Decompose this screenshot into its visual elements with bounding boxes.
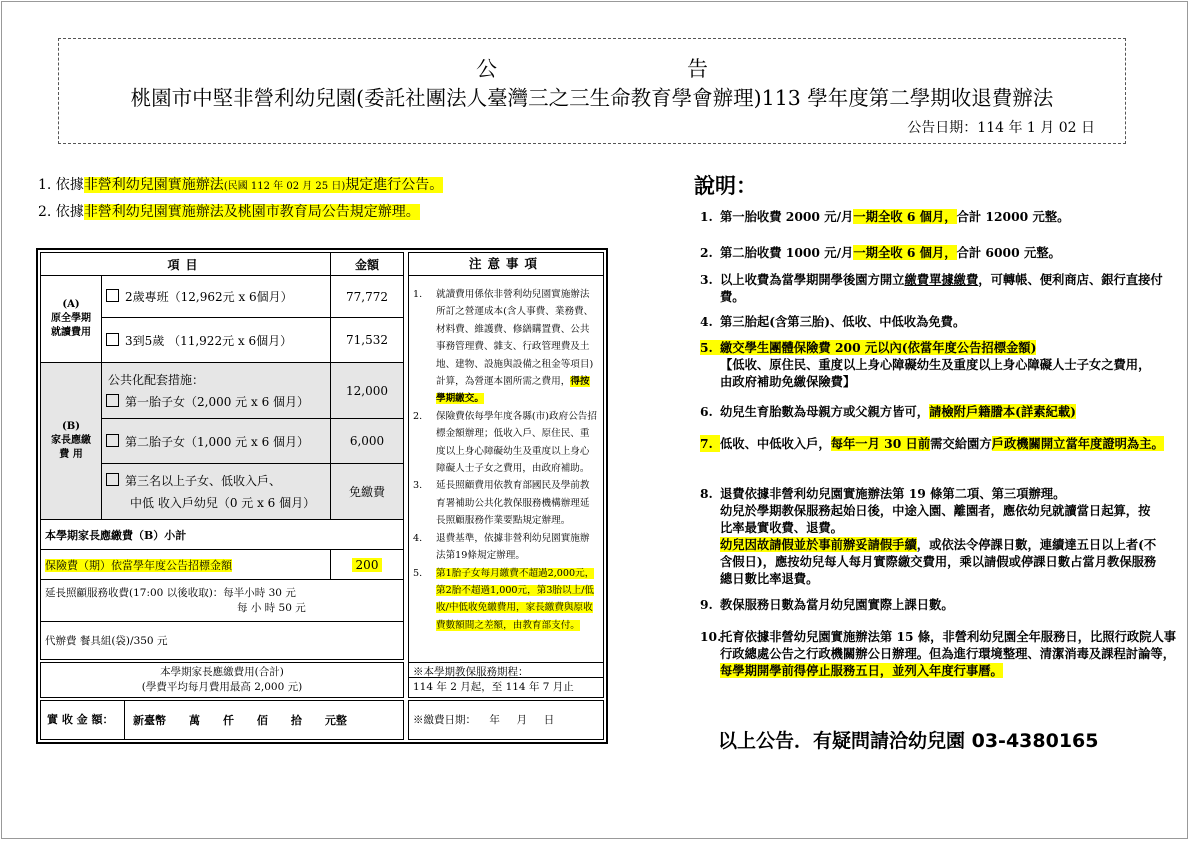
row-b3: 第三名以上子女、低收入戶、 中低 收入戶幼兒（0 元 x 6 個月） xyxy=(102,464,331,520)
subtotal-row: 本學期家長應繳費（B）小計 xyxy=(41,520,404,550)
group-a-label: (A) 原全學期 就讀費用 xyxy=(41,276,102,363)
left-note-2: 2. 依據非營利幼兒園實施辦法及桃園市教育局公告規定辦理。 xyxy=(38,204,420,220)
explain-item-3: 3. 以上收費為當學期開學後園方開立繳費單據繳費，可轉帳、便利商店、銀行直接付費。 xyxy=(700,272,1163,304)
left-note-1: 1. 依據非營利幼兒園實施辦法(民國 112 年 02 月 25 日)規定進行公告。 xyxy=(38,177,444,193)
notes-list xyxy=(409,286,603,634)
insurance-amount: 200 xyxy=(331,550,404,580)
checkbox-2yr[interactable] xyxy=(106,289,119,302)
agency-fee-row: 代辦費 餐具組(袋)/350 元 xyxy=(41,622,404,660)
row-b1: 公共化配套措施： 第一胎子女（2,000 元 x 6 個月） xyxy=(102,363,331,419)
col-header-amount: 金額 xyxy=(331,253,404,276)
total-row: 本學期家長應繳費用(合計) (學費平均每月費用最高 2,000 元) xyxy=(40,662,404,698)
checkbox-second-child[interactable] xyxy=(106,434,119,447)
notes-column xyxy=(408,252,604,678)
row-b2: 第二胎子女（1,000 元 x 6 個月） xyxy=(102,419,331,464)
insurance-row: 保險費（期）依當學年度公告招標金額 xyxy=(41,550,331,580)
row-a1-amount: 77,772 xyxy=(331,276,404,318)
explain-item-7: 7. 低收、中低收入戶，每年一月 30 日前需交給園方戶政機關開立當年度證明為主。 xyxy=(700,436,1164,451)
fee-table-grid xyxy=(40,252,404,660)
row-b2-amount: 6,000 xyxy=(331,419,404,464)
note-item: 1. 就讀費用係依非營利幼兒園實施辦法所訂之營運成本(含人事費、業務費、材料費、維護費、修繕購置費、公共事務管理費、雜支、行政管理費及土地、建物、設施與設備之租金等項目)計算，為營運本園所需之費用，得按學期繳交。 xyxy=(413,289,594,405)
explain-item-4: 4. 第三胎起(含第三胎)、低收、中低收為免費。 xyxy=(700,314,966,329)
explain-item-9: 9. 教保服務日數為當月幼兒園實際上課日數。 xyxy=(700,597,954,612)
payment-date: ※繳費日期： 年 月 日 xyxy=(408,700,604,740)
explain-item-5: 5. 繳交學生團體保險費 200 元以內(依當年度公告招標金額) 【低收、原住民、重度以上身心障礙幼生及重度以上身心障礙人士子女之費用，由政府補助免繳保險費】 xyxy=(700,340,1151,389)
left-note-1-highlight: 非營利幼兒園實施辦法(民國 112 年 02 月 25 日)規定進行公告。 xyxy=(83,177,444,193)
announcement-subtitle: 桃園市中堅非營利幼兒園(委託社團法人臺灣三之三生命教育學會辦理)113 學年度第二學期收退費辦法 xyxy=(130,86,1054,110)
row-a2-amount: 71,532 xyxy=(331,318,404,363)
col-header-notes: 注意事項 xyxy=(409,253,603,276)
explain-item-8: 8. 退費依據非營利幼兒園實施辦法第 19 條第二項、第三項辦理。 幼兒於學期教保服務起始日後，中途入園、離園者，應依幼兒就讀當日起算，按比率最實收費、退費。 幼兒因故請假並於事前辦妥請假手續，或依法令停課日數，連續達五日以上者(不含假日)，應按幼兒每人每月實際繳交費用，乘以請假或停課日數占當月教保服務總日數比率退費。 xyxy=(700,486,1157,586)
group-b-label: (B) 家長應繳 費 用 xyxy=(41,363,102,520)
receipt-row: 實 收 金 額： 新臺幣 萬 仟 佰 拾 元整 xyxy=(40,700,404,740)
explain-item-2: 2. 第二胎收費 1000 元/月一期全收 6 個月，合計 6000 元整。 xyxy=(700,245,1061,260)
announcement-title: 公告 xyxy=(476,57,898,81)
contact-footer: 以上公告．有疑問請洽幼兒園 03-4380165 xyxy=(718,730,1099,752)
left-note-2-highlight: 非營利幼兒園實施辦法及桃園市教育局公告規定辦理。 xyxy=(83,204,420,220)
note-item: 3. 延長照顧費用依教育部國民及學前教育署補助公共化教保服務機構辦理延長照顧服務作業要點規定辦理。 xyxy=(413,480,590,527)
explain-item-1: 1. 第一胎收費 2000 元/月一期全收 6 個月，合計 12000 元整。 xyxy=(700,209,1070,224)
explain-heading: 說明： xyxy=(694,173,757,198)
row-b3-amount: 免繳費 xyxy=(331,464,404,520)
explain-item-10: 10.托育依據非營幼兒園實施辦法第 15 條，非營利幼兒園全年服務日，比照行政院人事行政總處公告之行政機關辦公日辦理。但為進行環境整理、清潔消毒及課程討論等，每學期開學前得停止服務五日，並列入年度行事曆。 xyxy=(700,629,1177,678)
explain-item-6: 6. 幼兒生育胎數為母親方或父親方皆可，請檢附戶籍謄本(詳素紀載) xyxy=(700,404,1076,419)
fee-table xyxy=(36,248,608,744)
service-period: ※本學期教保服務期程： 114 年 2 月起，至 114 年 7 月止 xyxy=(408,662,604,698)
announcement-date: 公告日期：114 年 1 月 02 日 xyxy=(907,120,1095,136)
note-item: 2. 保險費依每學年度各縣(市)政府公告招標金額辦理；低收入戶、原住民、重度以上身心障礙幼生及重度以上身心障礙人士子女之費用，由政府補助。 xyxy=(413,410,597,475)
checkbox-first-child[interactable] xyxy=(106,394,119,407)
checkbox-third-child[interactable] xyxy=(106,473,119,486)
announcement-header xyxy=(58,38,1126,144)
row-a1: 2歲專班（12,962元 x 6個月） xyxy=(102,276,331,318)
row-b1-amount: 12,000 xyxy=(331,363,404,419)
checkbox-3to5[interactable] xyxy=(106,333,119,346)
extended-care-row: 延長照顧服務收費(17:00 以後收取)：每半小時 30 元 每 小 時 50 元 xyxy=(41,580,404,622)
note-item: 4. 退費基準，依據非營利幼兒園實施辦法第19條規定辦理。 xyxy=(413,532,590,562)
col-header-item: 項目 xyxy=(41,253,331,276)
row-a2: 3到5歲 （11,922元 x 6個月） xyxy=(102,318,331,363)
note-item: 5. 第1胎子女每月繳費不超過2,000元，第2胎不超過1,000元，第3胎以上/低收/中低收免繳費用，家長繳費與原收費數額間之差額，由教育部支付。 xyxy=(413,567,595,631)
